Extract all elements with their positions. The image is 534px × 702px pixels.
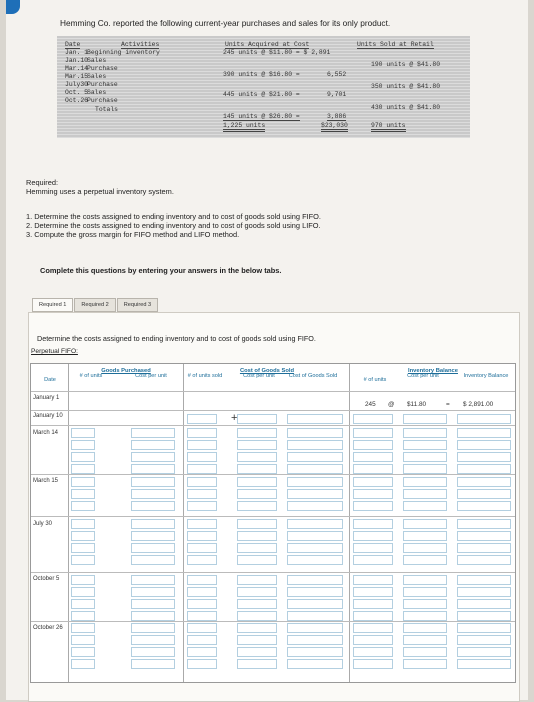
answer-input-cell[interactable] bbox=[457, 555, 511, 565]
answer-input-cell[interactable] bbox=[187, 575, 217, 585]
summary-sold: 190 units @ $41.80 bbox=[371, 61, 441, 68]
required-text: Hemming uses a perpetual inventory system. bbox=[26, 187, 174, 196]
header-divider bbox=[31, 391, 515, 392]
answer-input-cell[interactable] bbox=[457, 575, 511, 585]
column-divider bbox=[68, 364, 69, 682]
answer-input-cell[interactable] bbox=[71, 452, 95, 462]
summary-acquired-total: 6,552 bbox=[327, 71, 347, 78]
task-item: 1. Determine the costs assigned to ending inventory and to cost of goods sold using FIFO. bbox=[26, 212, 321, 221]
answer-input-cell[interactable] bbox=[187, 414, 217, 424]
answer-input-cell[interactable] bbox=[187, 647, 217, 657]
required-heading: Required: bbox=[26, 178, 59, 187]
answer-input-cell[interactable] bbox=[353, 501, 393, 511]
answer-input-cell[interactable] bbox=[353, 489, 393, 499]
answer-input-cell[interactable] bbox=[457, 635, 511, 645]
group-inventory-balance: Inventory Balance bbox=[408, 368, 458, 374]
summary-activity: Purchase bbox=[87, 81, 118, 88]
answer-input-cell[interactable] bbox=[237, 531, 277, 541]
answer-input-cell[interactable] bbox=[131, 599, 175, 609]
answer-input-cell[interactable] bbox=[457, 452, 511, 462]
answer-input-cell[interactable] bbox=[131, 477, 175, 487]
answer-input-cell[interactable] bbox=[403, 531, 447, 541]
row-date: July 30 bbox=[33, 521, 53, 527]
answer-input-cell[interactable] bbox=[403, 599, 447, 609]
answer-input-cell[interactable] bbox=[403, 555, 447, 565]
column-divider bbox=[183, 364, 184, 682]
answer-input-cell[interactable] bbox=[457, 414, 511, 424]
summary-activity: Purchase bbox=[87, 97, 118, 104]
answer-input-cell[interactable] bbox=[237, 635, 277, 645]
summary-acquired: 390 units @ $16.80 = bbox=[223, 71, 300, 78]
summary-activity: Sales bbox=[87, 57, 107, 64]
tab-required-3[interactable]: Required 3 bbox=[117, 298, 158, 312]
answer-input-cell[interactable] bbox=[353, 587, 393, 597]
answer-input-cell[interactable] bbox=[71, 635, 95, 645]
row-date: January 10 bbox=[33, 413, 63, 419]
answer-input-cell[interactable] bbox=[403, 414, 447, 424]
answer-input-cell[interactable] bbox=[287, 587, 343, 597]
balance-total-value: $ 2,891.00 bbox=[463, 401, 494, 408]
answer-input-cell[interactable] bbox=[403, 464, 447, 474]
answer-input-cell[interactable] bbox=[187, 489, 217, 499]
header-purchased-cost: Cost per unit bbox=[135, 373, 167, 379]
answer-input-cell[interactable] bbox=[403, 543, 447, 553]
answer-input-cell[interactable] bbox=[457, 623, 511, 633]
answer-input-cell[interactable] bbox=[131, 635, 175, 645]
answer-input-cell[interactable] bbox=[131, 452, 175, 462]
answer-input-cell[interactable] bbox=[353, 452, 393, 462]
answer-input-cell[interactable] bbox=[457, 647, 511, 657]
answer-input-cell[interactable] bbox=[403, 659, 447, 669]
answer-input-cell[interactable] bbox=[237, 623, 277, 633]
answer-input-cell[interactable] bbox=[131, 611, 175, 621]
answer-input-cell[interactable] bbox=[287, 464, 343, 474]
answer-input-cell[interactable] bbox=[187, 659, 217, 669]
summary-date: Mar.14 bbox=[65, 65, 89, 72]
answer-input-cell[interactable] bbox=[353, 575, 393, 585]
answer-input-cell[interactable] bbox=[71, 611, 95, 621]
answer-input-cell[interactable] bbox=[187, 428, 217, 438]
answer-input-cell[interactable] bbox=[71, 587, 95, 597]
row-divider bbox=[31, 621, 515, 622]
answer-input-cell[interactable] bbox=[403, 489, 447, 499]
answer-input-cell[interactable] bbox=[287, 659, 343, 669]
answer-input-cell[interactable] bbox=[131, 555, 175, 565]
answer-input-cell[interactable] bbox=[457, 587, 511, 597]
summary-activity: Sales bbox=[87, 89, 107, 96]
header-balance-units: # of units bbox=[363, 377, 387, 383]
summary-acquired: 445 units @ $21.80 = bbox=[223, 91, 300, 98]
answer-input-cell[interactable] bbox=[131, 575, 175, 585]
answer-input-cell[interactable] bbox=[403, 635, 447, 645]
answer-input-cell[interactable] bbox=[131, 489, 175, 499]
answer-input-cell[interactable] bbox=[187, 477, 217, 487]
answer-input-cell[interactable] bbox=[287, 543, 343, 553]
row-date: October 5 bbox=[33, 576, 60, 582]
balance-cost-value: $11.80 bbox=[407, 401, 427, 408]
summary-header-acquired: Units Acquired at Cost bbox=[225, 41, 310, 48]
summary-acquired: 245 units @ $11.80 = $ 2,891 bbox=[223, 49, 331, 56]
summary-activity: Beginning inventory bbox=[87, 49, 160, 56]
answer-input-cell[interactable] bbox=[237, 647, 277, 657]
answer-input-cell[interactable] bbox=[131, 464, 175, 474]
summary-sold: 350 units @ $41.80 bbox=[371, 83, 441, 90]
answer-input-cell[interactable] bbox=[187, 501, 217, 511]
perpetual-fifo-label: Perpetual FIFO: bbox=[31, 348, 78, 355]
answer-input-cell[interactable] bbox=[287, 635, 343, 645]
answer-input-cell[interactable] bbox=[403, 623, 447, 633]
summary-sold: 430 units @ $41.80 bbox=[371, 104, 441, 111]
header-sold-cost: Cost per unit bbox=[243, 373, 275, 379]
answer-input-cell[interactable] bbox=[287, 611, 343, 621]
answer-input-cell[interactable] bbox=[131, 428, 175, 438]
answer-input-cell[interactable] bbox=[287, 531, 343, 541]
answer-input-cell[interactable] bbox=[457, 519, 511, 529]
intro-text: Hemming Co. reported the following current-year purchases and sales for its only product. bbox=[60, 18, 391, 28]
answer-input-cell[interactable] bbox=[237, 519, 277, 529]
summary-date: Jan.10 bbox=[65, 57, 89, 64]
answer-input-cell[interactable] bbox=[457, 464, 511, 474]
summary-totals-sold: 970 units bbox=[371, 122, 406, 132]
answer-input-cell[interactable] bbox=[287, 623, 343, 633]
answer-input-cell[interactable] bbox=[353, 623, 393, 633]
summary-header-date: Date bbox=[65, 41, 81, 48]
answer-input-cell[interactable] bbox=[71, 428, 95, 438]
answer-input-cell[interactable] bbox=[187, 452, 217, 462]
header-balance-total: Inventory Balance bbox=[463, 373, 509, 379]
answer-input-cell[interactable] bbox=[71, 555, 95, 565]
answer-input-cell[interactable] bbox=[457, 440, 511, 450]
answer-input-cell[interactable] bbox=[187, 635, 217, 645]
header-purchased-units: # of units bbox=[79, 373, 103, 379]
add-row-icon[interactable]: + bbox=[231, 412, 238, 424]
answer-input-cell[interactable] bbox=[287, 489, 343, 499]
perpetual-fifo-table bbox=[30, 363, 516, 683]
answer-input-cell[interactable] bbox=[353, 519, 393, 529]
answer-input-cell[interactable] bbox=[187, 543, 217, 553]
answer-input-cell[interactable] bbox=[353, 599, 393, 609]
summary-date: Jan. 1 bbox=[65, 49, 89, 56]
answer-input-cell[interactable] bbox=[237, 452, 277, 462]
summary-activity: Purchase bbox=[87, 65, 118, 72]
answer-input-cell[interactable] bbox=[403, 587, 447, 597]
answer-input-cell[interactable] bbox=[187, 440, 217, 450]
task-item: 3. Compute the gross margin for FIFO method and LIFO method. bbox=[26, 230, 240, 239]
answer-input-cell[interactable] bbox=[187, 623, 217, 633]
answer-input-cell[interactable] bbox=[353, 555, 393, 565]
summary-date: July30 bbox=[65, 81, 89, 88]
answer-input-cell[interactable] bbox=[353, 477, 393, 487]
answer-input-cell[interactable] bbox=[71, 623, 95, 633]
answer-input-cell[interactable] bbox=[237, 659, 277, 669]
answer-input-cell[interactable] bbox=[71, 489, 95, 499]
answer-input-cell[interactable] bbox=[131, 531, 175, 541]
answer-input-cell[interactable] bbox=[71, 464, 95, 474]
summary-acquired-total: 3,886 bbox=[327, 113, 347, 120]
answer-input-cell[interactable] bbox=[237, 599, 277, 609]
answer-input-cell[interactable] bbox=[71, 599, 95, 609]
answer-input-cell[interactable] bbox=[457, 489, 511, 499]
answer-input-cell[interactable] bbox=[287, 575, 343, 585]
tab-required-2[interactable]: Required 2 bbox=[74, 298, 115, 312]
answer-input-cell[interactable] bbox=[403, 452, 447, 462]
at-symbol: @ bbox=[388, 401, 395, 408]
answer-input-cell[interactable] bbox=[131, 519, 175, 529]
answer-input-cell[interactable] bbox=[287, 555, 343, 565]
summary-box bbox=[57, 36, 470, 138]
answer-input-cell[interactable] bbox=[131, 543, 175, 553]
row-divider bbox=[31, 425, 515, 426]
answer-input-cell[interactable] bbox=[237, 464, 277, 474]
answer-input-cell[interactable] bbox=[131, 647, 175, 657]
answer-input-cell[interactable] bbox=[287, 414, 343, 424]
answer-input-cell[interactable] bbox=[403, 519, 447, 529]
row-divider bbox=[31, 410, 515, 411]
answer-input-cell[interactable] bbox=[187, 531, 217, 541]
answer-input-cell[interactable] bbox=[71, 477, 95, 487]
task-list bbox=[26, 212, 321, 239]
answer-input-cell[interactable] bbox=[237, 414, 277, 424]
answer-input-cell[interactable] bbox=[287, 452, 343, 462]
answer-input-cell[interactable] bbox=[287, 501, 343, 511]
answer-input-cell[interactable] bbox=[287, 647, 343, 657]
answer-input-cell[interactable] bbox=[237, 575, 277, 585]
answer-input-cell[interactable] bbox=[457, 599, 511, 609]
answer-input-cell[interactable] bbox=[457, 477, 511, 487]
answer-input-cell[interactable] bbox=[237, 428, 277, 438]
answer-input-cell[interactable] bbox=[353, 543, 393, 553]
answer-input-cell[interactable] bbox=[403, 428, 447, 438]
answer-input-cell[interactable] bbox=[403, 575, 447, 585]
answer-input-cell[interactable] bbox=[457, 543, 511, 553]
answer-input-cell[interactable] bbox=[287, 477, 343, 487]
summary-header-sold: Units Sold at Retail bbox=[357, 41, 434, 48]
answer-input-cell[interactable] bbox=[457, 611, 511, 621]
answer-input-cell[interactable] bbox=[353, 464, 393, 474]
balance-units-value: 245 bbox=[365, 401, 376, 408]
summary-activity: Sales bbox=[87, 73, 107, 80]
answer-input-cell[interactable] bbox=[353, 428, 393, 438]
answer-input-cell[interactable] bbox=[353, 659, 393, 669]
column-divider bbox=[349, 364, 350, 682]
answer-input-cell[interactable] bbox=[237, 477, 277, 487]
answer-input-cell[interactable] bbox=[131, 501, 175, 511]
answer-input-cell[interactable] bbox=[71, 543, 95, 553]
answer-input-cell[interactable] bbox=[131, 623, 175, 633]
row-date: October 26 bbox=[33, 625, 63, 631]
answer-input-cell[interactable] bbox=[237, 501, 277, 511]
answer-input-cell[interactable] bbox=[353, 531, 393, 541]
answer-input-cell[interactable] bbox=[71, 440, 95, 450]
answer-input-cell[interactable] bbox=[71, 531, 95, 541]
answer-input-cell[interactable] bbox=[287, 428, 343, 438]
answer-input-cell[interactable] bbox=[131, 659, 175, 669]
answer-input-cell[interactable] bbox=[403, 477, 447, 487]
answer-input-cell[interactable] bbox=[457, 501, 511, 511]
summary-totals-cost: $23,030 bbox=[321, 122, 348, 132]
answer-input-cell[interactable] bbox=[457, 531, 511, 541]
answer-input-cell[interactable] bbox=[403, 440, 447, 450]
summary-totals-label: Totals bbox=[95, 106, 119, 113]
answer-input-cell[interactable] bbox=[457, 428, 511, 438]
summary-acquired-total: 9,701 bbox=[327, 91, 347, 98]
group-cost-of-goods-sold: Cost of Goods Sold bbox=[239, 368, 295, 374]
tab-required-1[interactable]: Required 1 bbox=[32, 298, 73, 312]
task-item: 2. Determine the costs assigned to ending inventory and to cost of goods sold using LIFO. bbox=[26, 221, 321, 230]
answer-input-cell[interactable] bbox=[353, 611, 393, 621]
answer-input-cell[interactable] bbox=[237, 611, 277, 621]
answer-input-cell[interactable] bbox=[187, 464, 217, 474]
row-divider bbox=[31, 516, 515, 517]
answer-input-cell[interactable] bbox=[353, 647, 393, 657]
answer-input-cell[interactable] bbox=[71, 501, 95, 511]
summary-date: Oct.26 bbox=[65, 97, 89, 104]
answer-input-cell[interactable] bbox=[237, 440, 277, 450]
header-balance-cost: Cost per unit bbox=[407, 373, 439, 379]
answer-input-cell[interactable] bbox=[131, 587, 175, 597]
equals-symbol: = bbox=[446, 401, 450, 408]
answer-input-cell[interactable] bbox=[131, 440, 175, 450]
summary-date: Mar.15 bbox=[65, 73, 89, 80]
answer-input-cell[interactable] bbox=[237, 489, 277, 499]
answer-input-cell[interactable] bbox=[71, 647, 95, 657]
answer-input-cell[interactable] bbox=[403, 647, 447, 657]
answer-input-cell[interactable] bbox=[353, 440, 393, 450]
summary-date: Oct. 5 bbox=[65, 89, 89, 96]
complete-instruction: Complete this questions by entering your answers in the below tabs. bbox=[40, 266, 282, 275]
group-goods-purchased: Goods Purchased bbox=[101, 368, 151, 374]
answer-input-cell[interactable] bbox=[353, 635, 393, 645]
header-sold-units: # of units sold bbox=[187, 373, 223, 379]
summary-header-activities: Activities bbox=[121, 41, 160, 48]
answer-input-cell[interactable] bbox=[403, 611, 447, 621]
answer-input-cell[interactable] bbox=[287, 519, 343, 529]
question-badge bbox=[6, 0, 20, 14]
answer-input-cell[interactable] bbox=[187, 555, 217, 565]
answer-input-cell[interactable] bbox=[287, 440, 343, 450]
row-date: March 15 bbox=[33, 478, 59, 484]
row-divider bbox=[31, 572, 515, 573]
answer-input-cell[interactable] bbox=[237, 587, 277, 597]
answer-input-cell[interactable] bbox=[187, 519, 217, 529]
answer-input-cell[interactable] bbox=[237, 555, 277, 565]
header-date: Date bbox=[44, 377, 56, 383]
row-date: January 1 bbox=[33, 395, 60, 401]
answer-input-cell[interactable] bbox=[71, 659, 95, 669]
requirement-tabs bbox=[32, 298, 158, 312]
row-date: March 14 bbox=[33, 430, 59, 436]
required-section bbox=[26, 178, 174, 196]
answer-input-cell[interactable] bbox=[287, 599, 343, 609]
summary-acquired: 145 units @ $26.80 = bbox=[223, 113, 300, 120]
answer-input-cell[interactable] bbox=[71, 519, 95, 529]
answer-input-cell[interactable] bbox=[187, 599, 217, 609]
answer-input-cell[interactable] bbox=[237, 543, 277, 553]
answer-input-cell[interactable] bbox=[403, 501, 447, 511]
answer-input-cell[interactable] bbox=[187, 611, 217, 621]
answer-input-cell[interactable] bbox=[353, 414, 393, 424]
fifo-instruction: Determine the costs assigned to ending inventory and to cost of goods sold using FIFO. bbox=[37, 334, 316, 343]
answer-input-cell[interactable] bbox=[187, 587, 217, 597]
answer-input-cell[interactable] bbox=[457, 659, 511, 669]
header-cogs-total: Cost of Goods Sold bbox=[288, 373, 338, 379]
row-divider bbox=[31, 474, 515, 475]
answer-input-cell[interactable] bbox=[71, 575, 95, 585]
summary-totals-units: 1,225 units bbox=[223, 122, 265, 132]
